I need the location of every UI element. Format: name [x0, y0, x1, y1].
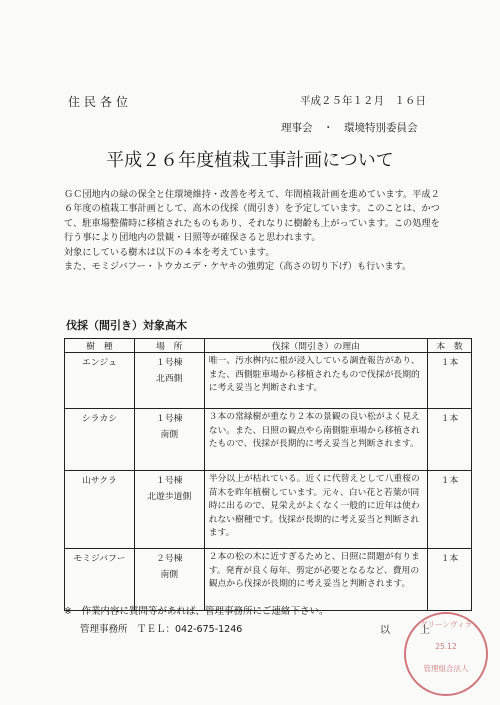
species-cell: シラカシ [65, 409, 135, 471]
building: １号棟 [156, 414, 183, 424]
table-row [65, 471, 472, 549]
issue-date: 平成２５年１２月 １６日 [300, 95, 426, 107]
header-count: 本 数 [428, 339, 472, 353]
inquiry-note: ※ 作業内容に質問等があれば、管理事務所にご連絡下さい。 [64, 606, 329, 617]
reason-cell: ２本の松の木に近すぎるためと、日照に問題が有ります。発育が良く毎年、剪定が必要となるなど、費用の観点から伐採が長期的に考え妥当と判断されます。 [204, 549, 427, 611]
office-contact: 管理事務所 ＴＥＬ：042-675-1246 [80, 624, 243, 635]
stamp-line: 25.12 [435, 642, 457, 651]
building: １号棟 [156, 476, 183, 486]
building: ２号棟 [156, 554, 183, 564]
document-title: 平成２６年度植栽工事計画について [106, 150, 394, 171]
species-cell: 山サクラ [65, 471, 135, 549]
count-cell: １本 [428, 549, 472, 611]
building: １号棟 [156, 358, 183, 368]
species-cell: エンジュ [65, 353, 135, 409]
stamp-line: 管理組合法人 [423, 664, 469, 673]
location-cell [134, 549, 204, 611]
area: 北遊歩道側 [147, 492, 192, 502]
table-row [65, 549, 472, 611]
header-reason: 伐採（間引き）の理由 [204, 339, 427, 353]
body-text [64, 188, 444, 274]
species-cell: モミジバフー [65, 549, 135, 611]
table-header-row [65, 339, 472, 353]
header-location: 場 所 [134, 339, 204, 353]
count-cell: １本 [428, 471, 472, 549]
location-cell [134, 471, 204, 549]
body-paragraph-3: また、モミジバフー・トウカエデ・ケヤキの強剪定（高さの切り下げ）も行います。 [64, 261, 412, 273]
body-paragraph-1: ＧＣ団地内の緑の保全と住環境維持・改善を考えて、年間植栽計画を進めています。平成２６年度の植栽工事計画として、高木の伐採（間引き）を予定しています。このことは、かつて、駐車場整備時に移植されたものもあり、それなりに樹齢も上がっています。この処理を行う事により団地内の景観・日照等が確保さると思われます。 [64, 189, 440, 244]
reason-cell: ３本の常緑樹が重なり２本の景観の良い松がよく見えない。また、日照の観点やら南側駐車場から移植されたもので、伐採が長期的に考え妥当と判断されます。 [204, 409, 427, 471]
area: 北西側 [156, 374, 183, 384]
body-paragraph-2: 対象にしている樹木は以下の４本を考えています。 [64, 246, 275, 258]
addressee: 住民各位 [68, 95, 133, 109]
seal-stamp [404, 612, 488, 696]
sender: 理事会 ・ 環境特別委員会 [281, 122, 418, 134]
area: 南側 [160, 570, 179, 580]
header-species: 樹 種 [65, 339, 135, 353]
closing-mark: 以 上 [380, 625, 440, 636]
table-row [65, 353, 472, 409]
count-cell: １本 [428, 353, 472, 409]
reason-cell: 唯一、汚水桝内に根が浸入している調査報告があり、また、西側駐車場から移植されたもので伐採が長期的に考え妥当と判断されます。 [204, 353, 427, 409]
count-cell: １本 [428, 409, 472, 471]
section-title: 伐採（間引き）対象高木 [66, 319, 187, 332]
felling-table [64, 338, 472, 611]
location-cell [134, 409, 204, 471]
reason-cell: 半分以上が枯れている。近くに代替えとして八重桜の苗木を昨年植樹しています。元々、白い花と若葉が同時に出るので、見栄えがよくなく一般的に近年は使われない樹種です。伐採が長期的に考え妥当と判断されます。 [204, 471, 427, 549]
stamp-line: グリーンヴィラ [420, 620, 472, 629]
table-row [65, 409, 472, 471]
area: 南側 [160, 430, 179, 440]
location-cell [134, 353, 204, 409]
